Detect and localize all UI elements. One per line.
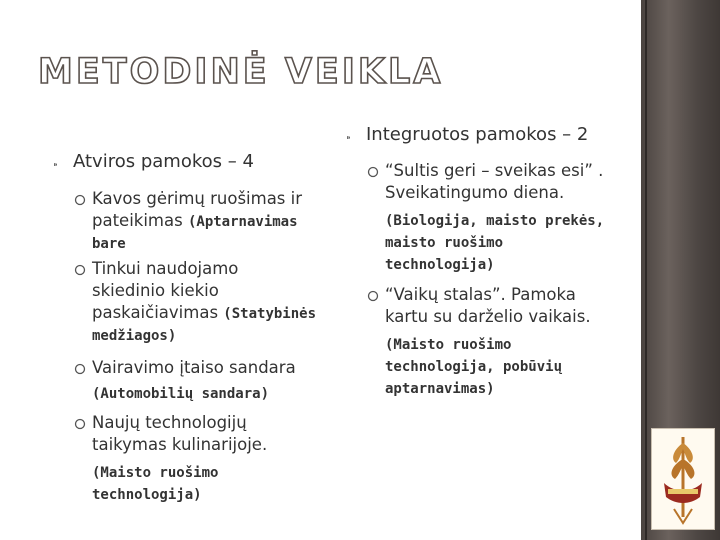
circle-bullet-icon — [74, 418, 86, 430]
circle-bullet-icon — [74, 363, 86, 375]
left-item-2: Tinkui naudojamo skiedinio kiekio paskaičiavimas (Statybinės medžiagos) — [92, 259, 317, 344]
crest-icon — [652, 429, 714, 529]
right-heading: Integruotos pamokos – 2 — [366, 124, 589, 145]
circle-bullet-icon — [367, 290, 379, 302]
circle-bullet-icon — [74, 264, 86, 276]
page-title: METODINĖ VEIKLA — [38, 52, 444, 92]
circle-bullet-icon — [367, 166, 379, 178]
right-item-2: “Vaikų stalas”. Pamoka kartu su darželio vaikais. (Maisto ruošimo technologija, pobūvių aptarnavimas) — [385, 285, 591, 397]
left-item-1: Kavos gėrimų ruošimas ir pateikimas (Aptarnavimas bare — [92, 189, 303, 252]
left-item-3: Vairavimo įtaiso sandara (Automobilių sandara) — [92, 358, 296, 402]
level1-bullet-icon: ⁍ — [346, 133, 351, 144]
school-crest-logo — [651, 428, 715, 530]
right-item-1: “Sultis geri – sveikas esi” . Sveikatingumo diena. (Biologija, maisto prekės, maisto ruošimo technologija) — [385, 161, 605, 273]
level1-bullet-icon: ⁍ — [53, 160, 58, 171]
left-heading: Atviros pamokos – 4 — [73, 151, 254, 172]
left-item-4: Naujų technologijų taikymas kulinarijoje. (Maisto ruošimo technologija) — [92, 413, 268, 503]
circle-bullet-icon — [74, 194, 86, 206]
